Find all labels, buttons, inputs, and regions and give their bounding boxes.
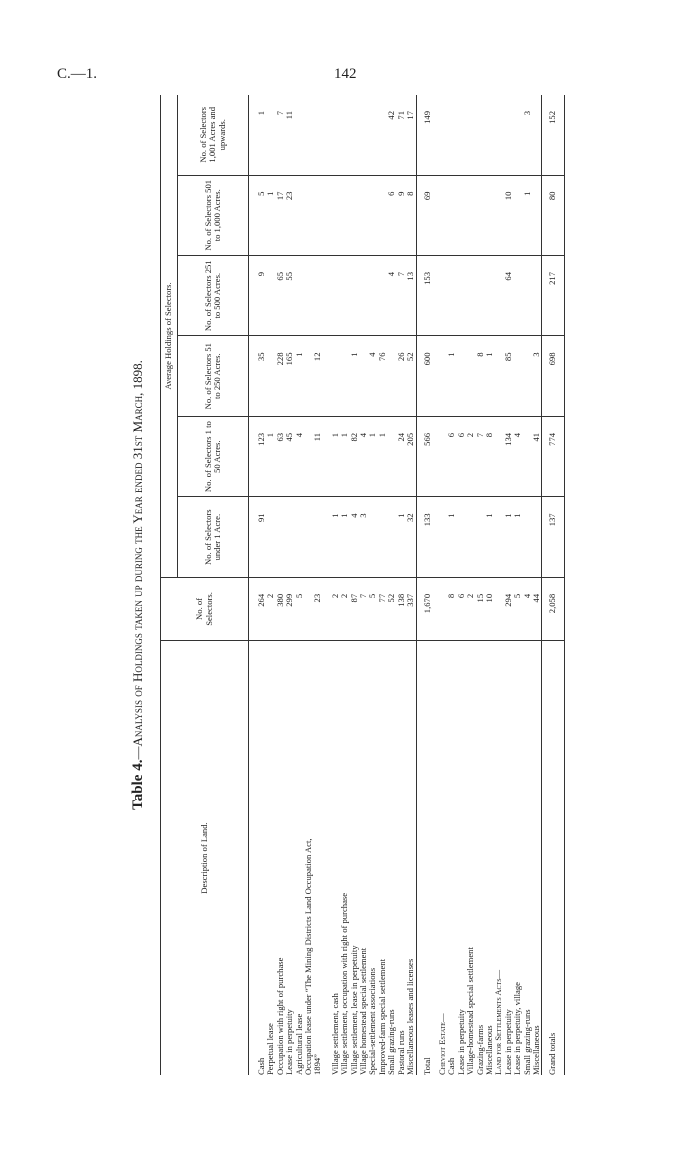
row-value — [266, 95, 275, 175]
row-value: 133 — [416, 497, 438, 577]
row-value — [532, 95, 542, 175]
row-value: 1 — [331, 416, 340, 496]
row-value: 63 — [276, 416, 285, 496]
row-value: 23 — [285, 175, 294, 255]
row-value: 4 — [295, 416, 304, 496]
row-value: 566 — [416, 416, 438, 496]
row-value: 64 — [504, 256, 513, 336]
row-value — [359, 336, 368, 416]
row-value — [285, 497, 294, 577]
table-row — [350, 95, 359, 1075]
row-value: 41 — [532, 416, 542, 496]
row-value: 3 — [359, 497, 368, 577]
section-heading-row — [438, 95, 447, 1075]
row-value: 24 — [397, 416, 406, 496]
row-value: 7 — [476, 416, 485, 496]
row-description: Village-homestead special settlement — [465, 947, 476, 1075]
row-description: Lease in perpetuity — [502, 1009, 513, 1075]
row-value: 228 — [276, 336, 285, 416]
row-value: 8 — [447, 577, 456, 640]
row-value: 52 — [387, 577, 396, 640]
row-value — [532, 256, 542, 336]
row-value: 9 — [257, 256, 266, 336]
row-value: 8 — [476, 336, 485, 416]
row-value: 5 — [368, 577, 377, 640]
row-value — [504, 95, 513, 175]
row-value: 26 — [397, 336, 406, 416]
row-value — [340, 336, 349, 416]
row-value: 294 — [504, 577, 513, 640]
row-value — [304, 336, 313, 416]
table-row — [532, 95, 542, 1075]
row-value: 11 — [313, 416, 322, 496]
row-value: 2 — [266, 577, 275, 640]
row-value: 138 — [397, 577, 406, 640]
document-reference: C.—1. — [57, 66, 98, 82]
row-value: 1 — [485, 336, 494, 416]
row-description: Miscellaneous — [483, 1025, 494, 1075]
row-value: 153 — [416, 256, 438, 336]
row-value: 698 — [542, 336, 564, 416]
table-row — [387, 95, 396, 1075]
row-value — [266, 497, 275, 577]
row-value: 134 — [504, 416, 513, 496]
row-description: Village settlement, cash — [329, 993, 340, 1075]
row-value: 6 — [457, 577, 466, 640]
row-value: 1 — [504, 497, 513, 577]
col-under-1-acre: No. of Selectors under 1 Acre. — [178, 497, 249, 577]
row-value: 3 — [532, 336, 542, 416]
row-value: 264 — [257, 577, 266, 640]
row-value — [350, 175, 359, 255]
row-description: Village homestead special settlement — [358, 947, 369, 1075]
table-label: Table 4. — [130, 759, 146, 810]
table-row — [313, 95, 322, 1075]
row-value: 45 — [285, 416, 294, 496]
row-value: 6 — [447, 416, 456, 496]
row-description: Miscellaneous — [530, 1025, 541, 1075]
row-value — [313, 175, 322, 255]
row-value: 6 — [387, 175, 396, 255]
row-value — [457, 336, 466, 416]
row-value: 1 — [368, 416, 377, 496]
empty-cell — [494, 256, 503, 336]
row-value: 23 — [313, 577, 322, 640]
spacer-row — [323, 95, 331, 1075]
row-value: 8 — [485, 416, 494, 496]
row-value — [331, 256, 340, 336]
row-value — [304, 95, 313, 175]
row-value — [340, 175, 349, 255]
row-value: 1 — [266, 175, 275, 255]
row-value: 137 — [542, 497, 564, 577]
row-value — [513, 175, 522, 255]
row-value — [466, 95, 475, 175]
row-value — [266, 256, 275, 336]
empty-cell — [438, 497, 447, 577]
row-value: 80 — [542, 175, 564, 255]
table-row — [406, 95, 416, 1075]
row-value: 4 — [387, 256, 396, 336]
row-value — [313, 497, 322, 577]
row-value: 4 — [350, 497, 359, 577]
row-value — [485, 95, 494, 175]
row-description: Village settlement, lease in perpetuity — [348, 945, 359, 1075]
row-description: Small grazing-runs — [521, 1009, 532, 1075]
col-251-to-500-acres: No. of Selectors 251 to 500 Acres. — [178, 256, 249, 336]
row-value — [387, 497, 396, 577]
row-value: 7 — [276, 95, 285, 175]
table-row — [542, 95, 564, 1075]
col-1001-acres-upwards: No. of Selectors 1,001 Acres and upwards. — [178, 95, 249, 175]
row-value — [476, 95, 485, 175]
row-value — [466, 497, 475, 577]
row-value — [350, 95, 359, 175]
row-value: 165 — [285, 336, 294, 416]
table-row — [378, 95, 387, 1075]
col-description: Description of Land. — [161, 641, 249, 1075]
empty-cell — [438, 577, 447, 640]
row-value: 1 — [266, 416, 275, 496]
row-description: Occupation with right of purchase — [274, 957, 285, 1075]
col-501-to-1000-acres: No. of Selectors 501 to 1,000 Acres. — [178, 175, 249, 255]
row-value — [466, 175, 475, 255]
page-number: 142 — [334, 66, 357, 82]
col-51-to-250-acres: No. of Selectors 51 to 250 Acres. — [178, 336, 249, 416]
row-value: 2 — [466, 577, 475, 640]
row-value: 52 — [406, 336, 416, 416]
row-value — [447, 95, 456, 175]
row-value: 35 — [257, 336, 266, 416]
row-value: 65 — [276, 256, 285, 336]
row-value: 2 — [466, 416, 475, 496]
table-row — [397, 95, 406, 1075]
row-value: 600 — [416, 336, 438, 416]
row-value: 5 — [257, 175, 266, 255]
row-description: Grazing-farms — [474, 1024, 485, 1075]
row-value: 15 — [476, 577, 485, 640]
row-value — [378, 175, 387, 255]
row-value: 4 — [523, 577, 532, 640]
col-average-group: Average Holdings of Selectors. — [161, 95, 178, 577]
row-value — [295, 256, 304, 336]
row-value: 76 — [378, 336, 387, 416]
row-value — [368, 497, 377, 577]
col-selectors: No. of Selectors. — [161, 577, 249, 640]
row-value — [466, 336, 475, 416]
row-value: 380 — [276, 577, 285, 640]
row-value — [523, 497, 532, 577]
row-value — [304, 497, 313, 577]
row-value — [523, 416, 532, 496]
row-value: 1 — [447, 497, 456, 577]
row-value — [476, 497, 485, 577]
row-value: 91 — [257, 497, 266, 577]
row-value — [368, 175, 377, 255]
row-value: 299 — [285, 577, 294, 640]
row-value: 44 — [532, 577, 542, 640]
row-value: 9 — [397, 175, 406, 255]
table-row — [266, 95, 275, 1075]
empty-cell — [494, 175, 503, 255]
empty-cell — [438, 175, 447, 255]
row-value — [313, 256, 322, 336]
row-value — [476, 256, 485, 336]
row-value — [485, 256, 494, 336]
empty-cell — [438, 336, 447, 416]
table-body — [249, 95, 565, 1075]
row-value: 5 — [295, 577, 304, 640]
row-value: 1 — [331, 497, 340, 577]
table-caption: —Analysis of Holdings taken up during the Year ended 31st March, 1898. — [130, 360, 145, 760]
row-value: 77 — [378, 577, 387, 640]
row-value: 1 — [447, 336, 456, 416]
row-description: Cash — [256, 1057, 266, 1075]
row-value — [457, 497, 466, 577]
row-value — [457, 95, 466, 175]
row-value — [457, 175, 466, 255]
row-value: 13 — [406, 256, 416, 336]
row-description: Occupation lease under “The Mining Districts Land Occupation Act, — [303, 838, 314, 1075]
row-value: 774 — [542, 416, 564, 496]
table-row — [416, 95, 438, 1075]
row-value — [276, 497, 285, 577]
holdings-table — [160, 95, 565, 1075]
table-row — [513, 95, 522, 1075]
row-value: 69 — [416, 175, 438, 255]
row-value: 85 — [504, 336, 513, 416]
row-value: 205 — [406, 416, 416, 496]
row-value — [304, 416, 313, 496]
row-value: 1 — [513, 497, 522, 577]
row-value: 7 — [397, 256, 406, 336]
row-value: 2 — [331, 577, 340, 640]
row-value: 4 — [368, 336, 377, 416]
row-value: 1 — [378, 416, 387, 496]
row-value: 32 — [406, 497, 416, 577]
row-value — [513, 256, 522, 336]
table-title — [130, 95, 147, 1075]
row-value — [359, 95, 368, 175]
table-row — [304, 95, 313, 1075]
row-value: 12 — [313, 336, 322, 416]
row-value — [513, 95, 522, 175]
row-value — [485, 175, 494, 255]
row-description: Special-settlement associations — [367, 967, 378, 1075]
row-value — [304, 577, 313, 640]
row-value — [331, 175, 340, 255]
row-value — [313, 95, 322, 175]
row-value: 71 — [397, 95, 406, 175]
table-row — [466, 95, 475, 1075]
table-row — [340, 95, 349, 1075]
row-description: Lease in perpetuity — [284, 1009, 295, 1075]
row-value: 2,058 — [542, 577, 564, 640]
row-value: 1 — [295, 336, 304, 416]
table-row — [457, 95, 466, 1075]
row-value: 17 — [406, 95, 416, 175]
row-value: 17 — [276, 175, 285, 255]
row-value — [340, 95, 349, 175]
row-description: 1894” — [312, 1053, 323, 1075]
row-value: 337 — [406, 577, 416, 640]
empty-cell — [438, 256, 447, 336]
empty-cell — [438, 416, 447, 496]
section-heading: Cheviot Estate— — [436, 1013, 447, 1075]
section-heading-row — [494, 95, 503, 1075]
row-description: Improved-farm special settlement — [376, 959, 387, 1075]
row-value: 42 — [387, 95, 396, 175]
row-value — [331, 95, 340, 175]
row-value — [304, 175, 313, 255]
table-row — [476, 95, 485, 1075]
row-value — [359, 175, 368, 255]
row-description: Cash — [446, 1057, 457, 1075]
row-value — [304, 256, 313, 336]
row-description: Lease in perpetuity — [455, 1009, 466, 1075]
empty-cell — [438, 95, 447, 175]
row-description: Pastoral runs — [395, 1030, 406, 1075]
row-value — [387, 336, 396, 416]
row-value — [532, 175, 542, 255]
row-value: 3 — [523, 95, 532, 175]
row-value: 123 — [257, 416, 266, 496]
row-description: Total — [416, 641, 438, 1075]
row-value: 217 — [542, 256, 564, 336]
row-value — [340, 256, 349, 336]
row-value: 10 — [504, 175, 513, 255]
empty-cell — [494, 497, 503, 577]
empty-cell — [494, 416, 503, 496]
row-value — [387, 416, 396, 496]
table-row — [504, 95, 513, 1075]
row-value — [523, 256, 532, 336]
row-value — [466, 256, 475, 336]
row-value — [378, 497, 387, 577]
table-row — [285, 95, 294, 1075]
row-value — [295, 175, 304, 255]
table-row — [257, 95, 266, 1075]
row-value: 11 — [285, 95, 294, 175]
row-value: 1 — [340, 416, 349, 496]
row-value — [359, 256, 368, 336]
empty-cell — [494, 336, 503, 416]
row-value — [350, 256, 359, 336]
row-description: Perpetual lease — [265, 1023, 276, 1075]
row-value: 1 — [397, 497, 406, 577]
row-value — [447, 175, 456, 255]
row-value — [378, 95, 387, 175]
row-value: 1 — [257, 95, 266, 175]
table-row — [368, 95, 377, 1075]
row-value: 152 — [542, 95, 564, 175]
row-description: Lease in perpetuity, village — [512, 982, 523, 1075]
row-description: Agricultural lease — [293, 1013, 304, 1075]
row-value: 55 — [285, 256, 294, 336]
empty-cell — [494, 95, 503, 175]
row-value: 1 — [485, 497, 494, 577]
row-value — [331, 336, 340, 416]
row-value: 82 — [350, 416, 359, 496]
row-value: 1 — [523, 175, 532, 255]
row-value: 8 — [406, 175, 416, 255]
row-value — [368, 95, 377, 175]
table-row — [447, 95, 456, 1075]
table-row — [485, 95, 494, 1075]
spacer-row — [249, 95, 258, 1075]
row-value: 10 — [485, 577, 494, 640]
row-description: Small grazing-runs — [386, 1009, 397, 1075]
row-value: 1 — [350, 336, 359, 416]
row-value: 149 — [416, 95, 438, 175]
row-value: 7 — [359, 577, 368, 640]
row-value — [523, 336, 532, 416]
row-value — [266, 336, 275, 416]
table-row — [523, 95, 532, 1075]
row-value — [295, 95, 304, 175]
row-value: 2 — [340, 577, 349, 640]
row-value — [447, 256, 456, 336]
table-row — [359, 95, 368, 1075]
row-value: 1 — [340, 497, 349, 577]
row-description: Village settlement, occupation with right of purchase — [339, 892, 350, 1075]
empty-cell — [494, 577, 503, 640]
row-value: 4 — [359, 416, 368, 496]
row-value — [513, 336, 522, 416]
row-value — [295, 497, 304, 577]
row-value: 5 — [513, 577, 522, 640]
row-value — [532, 497, 542, 577]
row-value — [457, 256, 466, 336]
row-value: 4 — [513, 416, 522, 496]
row-value: 87 — [350, 577, 359, 640]
row-value: 1,670 — [416, 577, 438, 640]
col-1-to-50-acres: No. of Selectors 1 to 50 Acres. — [178, 416, 249, 496]
row-description: Miscellaneous leases and licenses — [405, 958, 416, 1075]
row-value — [378, 256, 387, 336]
row-description: Grand totals — [542, 641, 564, 1075]
row-value: 6 — [457, 416, 466, 496]
section-heading: Land for Settlements Acts— — [493, 969, 504, 1075]
row-value — [368, 256, 377, 336]
table-row — [276, 95, 285, 1075]
rotated-table-page — [126, 95, 681, 1075]
row-value — [476, 175, 485, 255]
